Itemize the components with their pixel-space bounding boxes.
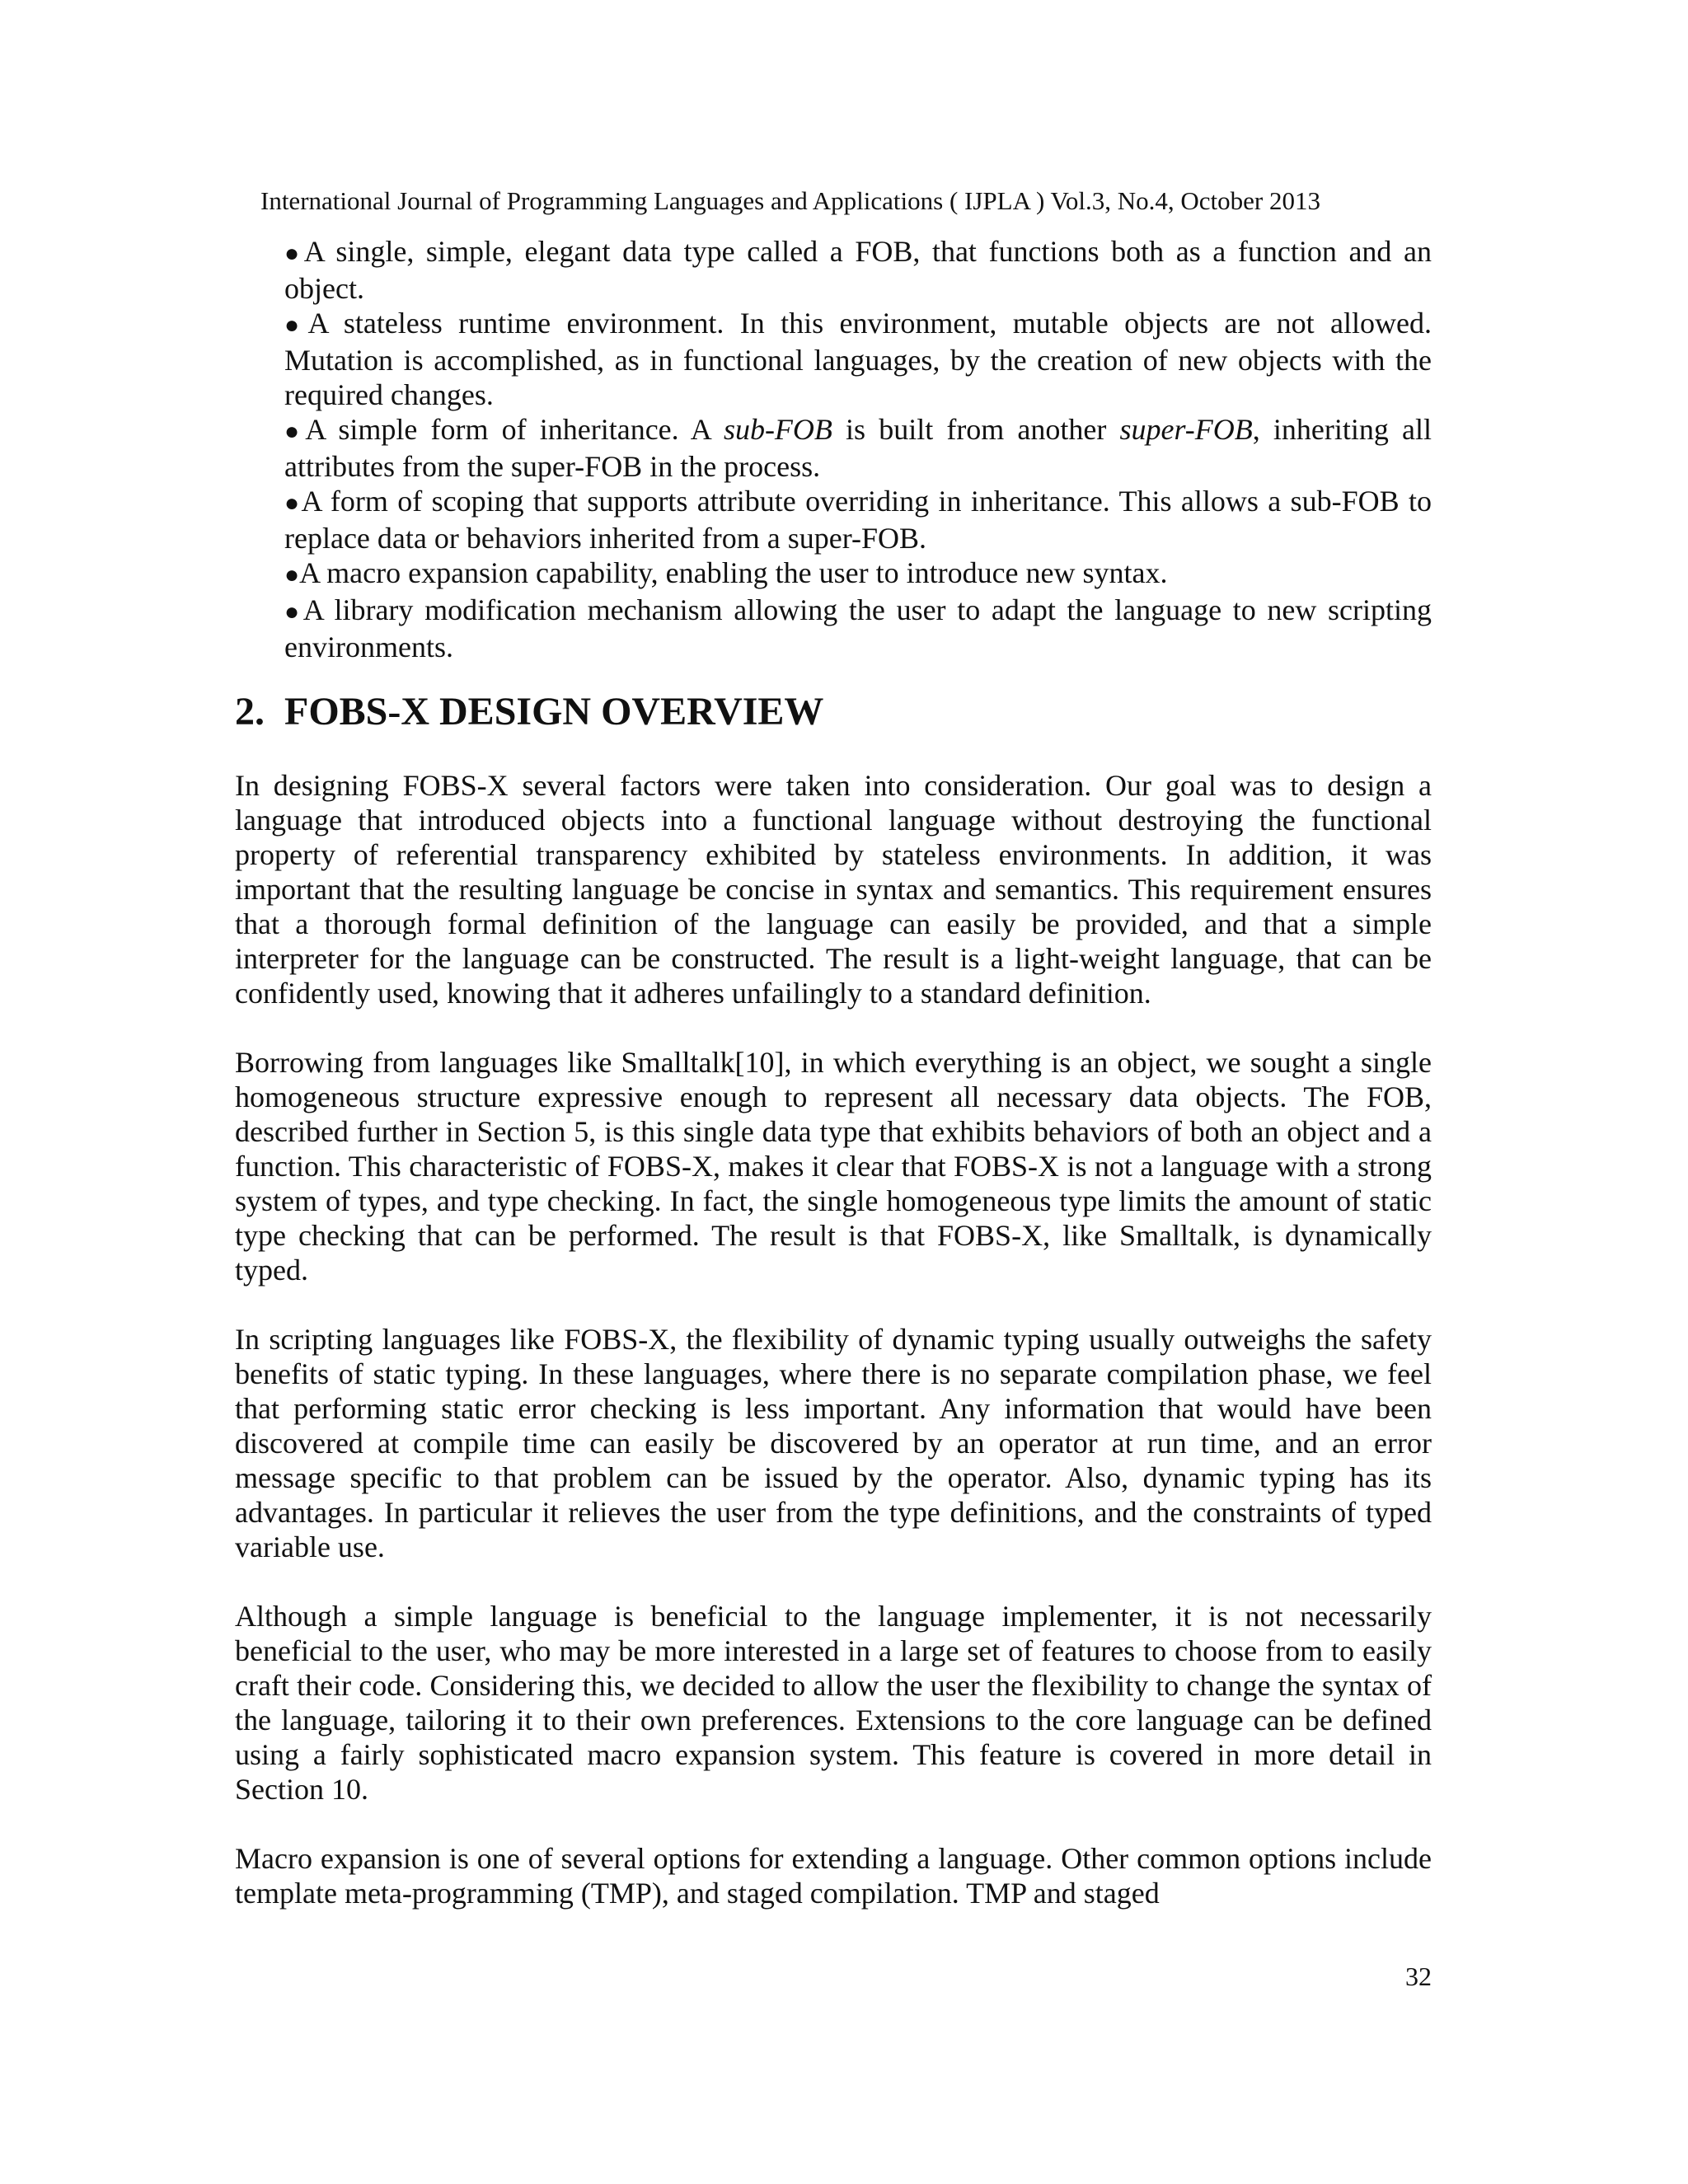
paragraph: Borrowing from languages like Smalltalk[10], in which everything is an object, we sought a single homogeneous structure expressive enough to represent all necessary data objects. The FOB, described further in Section 5, is this single data type that exhibits behaviors of both an object and a function. This characteristic of FOBS-X, makes it clear that FOBS-X is not a language with a strong system of types, and type checking. In fact, the single homogeneous type limits the amount of static type checking that can be performed. The result is that FOBS-X, like Smalltalk, is dynamically typed. bbox=[235, 1046, 1432, 1286]
bullet-dot-icon: ● bbox=[284, 312, 308, 339]
section-heading bbox=[235, 689, 823, 735]
bullet-text: A stateless runtime environment. In this environment, mutable objects are not allowed. Mutation is accomplished, as in functional languages, by the creation of new objects with the required changes. bbox=[284, 307, 1432, 411]
bullet-item bbox=[284, 306, 1432, 412]
term-super-fob: super-FOB bbox=[1119, 413, 1253, 446]
term-sub-fob: sub-FOB bbox=[723, 413, 832, 446]
bullet-text: is built from another bbox=[832, 413, 1120, 446]
feature-bullet-list bbox=[284, 234, 1432, 664]
bullet-text: A simple form of inheritance. A bbox=[305, 413, 724, 446]
bullet-dot-icon: ● bbox=[284, 598, 303, 626]
section-number: 2. bbox=[235, 690, 265, 733]
bullet-dot-icon: ● bbox=[284, 490, 302, 517]
running-header: International Journal of Programming Languages and Applications ( IJPLA ) Vol.3, No.4, October 2013 bbox=[260, 186, 1321, 215]
bullet-dot-icon: ● bbox=[284, 240, 304, 267]
page-number: 32 bbox=[1405, 1961, 1432, 1991]
paragraph: Although a simple language is beneficial to the language implementer, it is not necessarily beneficial to the user, who may be more interested in a large set of features to choose from to easily craft their code. Considering this, we decided to allow the user the flexibility to change the syntax of the language, tailoring it to their own preferences. Extensions to the core language can be defined using a fairly sophisticated macro expansion system. This feature is covered in more detail in Section 10. bbox=[235, 1600, 1432, 1806]
bullet-text: A form of scoping that supports attribute overriding in inheritance. This allows a sub-FOB to replace data or behaviors inherited from a super-FOB. bbox=[284, 485, 1432, 555]
bullet-item bbox=[284, 555, 1432, 593]
bullet-item bbox=[284, 484, 1432, 555]
bullet-text: A library modification mechanism allowing the user to adapt the language to new scripting environments. bbox=[284, 593, 1432, 663]
section-body bbox=[235, 768, 1432, 1945]
bullet-dot-icon: ● bbox=[284, 561, 300, 588]
section-title: FOBS-X DESIGN OVERVIEW bbox=[284, 690, 824, 733]
bullet-text: A single, simple, elegant data type called a FOB, that functions both as a function and an object. bbox=[284, 235, 1432, 305]
bullet-dot-icon: ● bbox=[284, 418, 306, 445]
paragraph: Macro expansion is one of several options for extending a language. Other common options include template meta-programming (TMP), and staged compilation. TMP and staged bbox=[235, 1842, 1432, 1910]
bullet-item bbox=[284, 234, 1432, 306]
bullet-text: A macro expansion capability, enabling the user to introduce new syntax. bbox=[299, 556, 1168, 589]
paragraph: In designing FOBS-X several factors were taken into consideration. Our goal was to design a language that introduced objects into a functional language without destroying the functional property of referential transparency exhibited by stateless environments. In addition, it was important that the resulting language be concise in syntax and semantics. This requirement ensures that a thorough formal definition of the language can easily be provided, and that a simple interpreter for the language can be constructed. The result is a light-weight language, that can be confidently used, knowing that it adheres unfailingly to a standard definition. bbox=[235, 769, 1432, 1010]
bullet-text: , inheriting all attributes from the super-FOB in the process. bbox=[284, 413, 1432, 483]
paragraph: In scripting languages like FOBS-X, the flexibility of dynamic typing usually outweighs the safety benefits of static typing. In these languages, where there is no separate compilation phase, we feel that performing static error checking is less important. Any information that would have been discovered at compile time can easily be discovered by an operator at run time, and an error message specific to that problem can be issued by the operator. Also, dynamic typing has its advantages. In particular it relieves the user from the type definitions, and the constraints of typed variable use. bbox=[235, 1323, 1432, 1563]
bullet-item bbox=[284, 412, 1432, 484]
bullet-item bbox=[284, 593, 1432, 664]
